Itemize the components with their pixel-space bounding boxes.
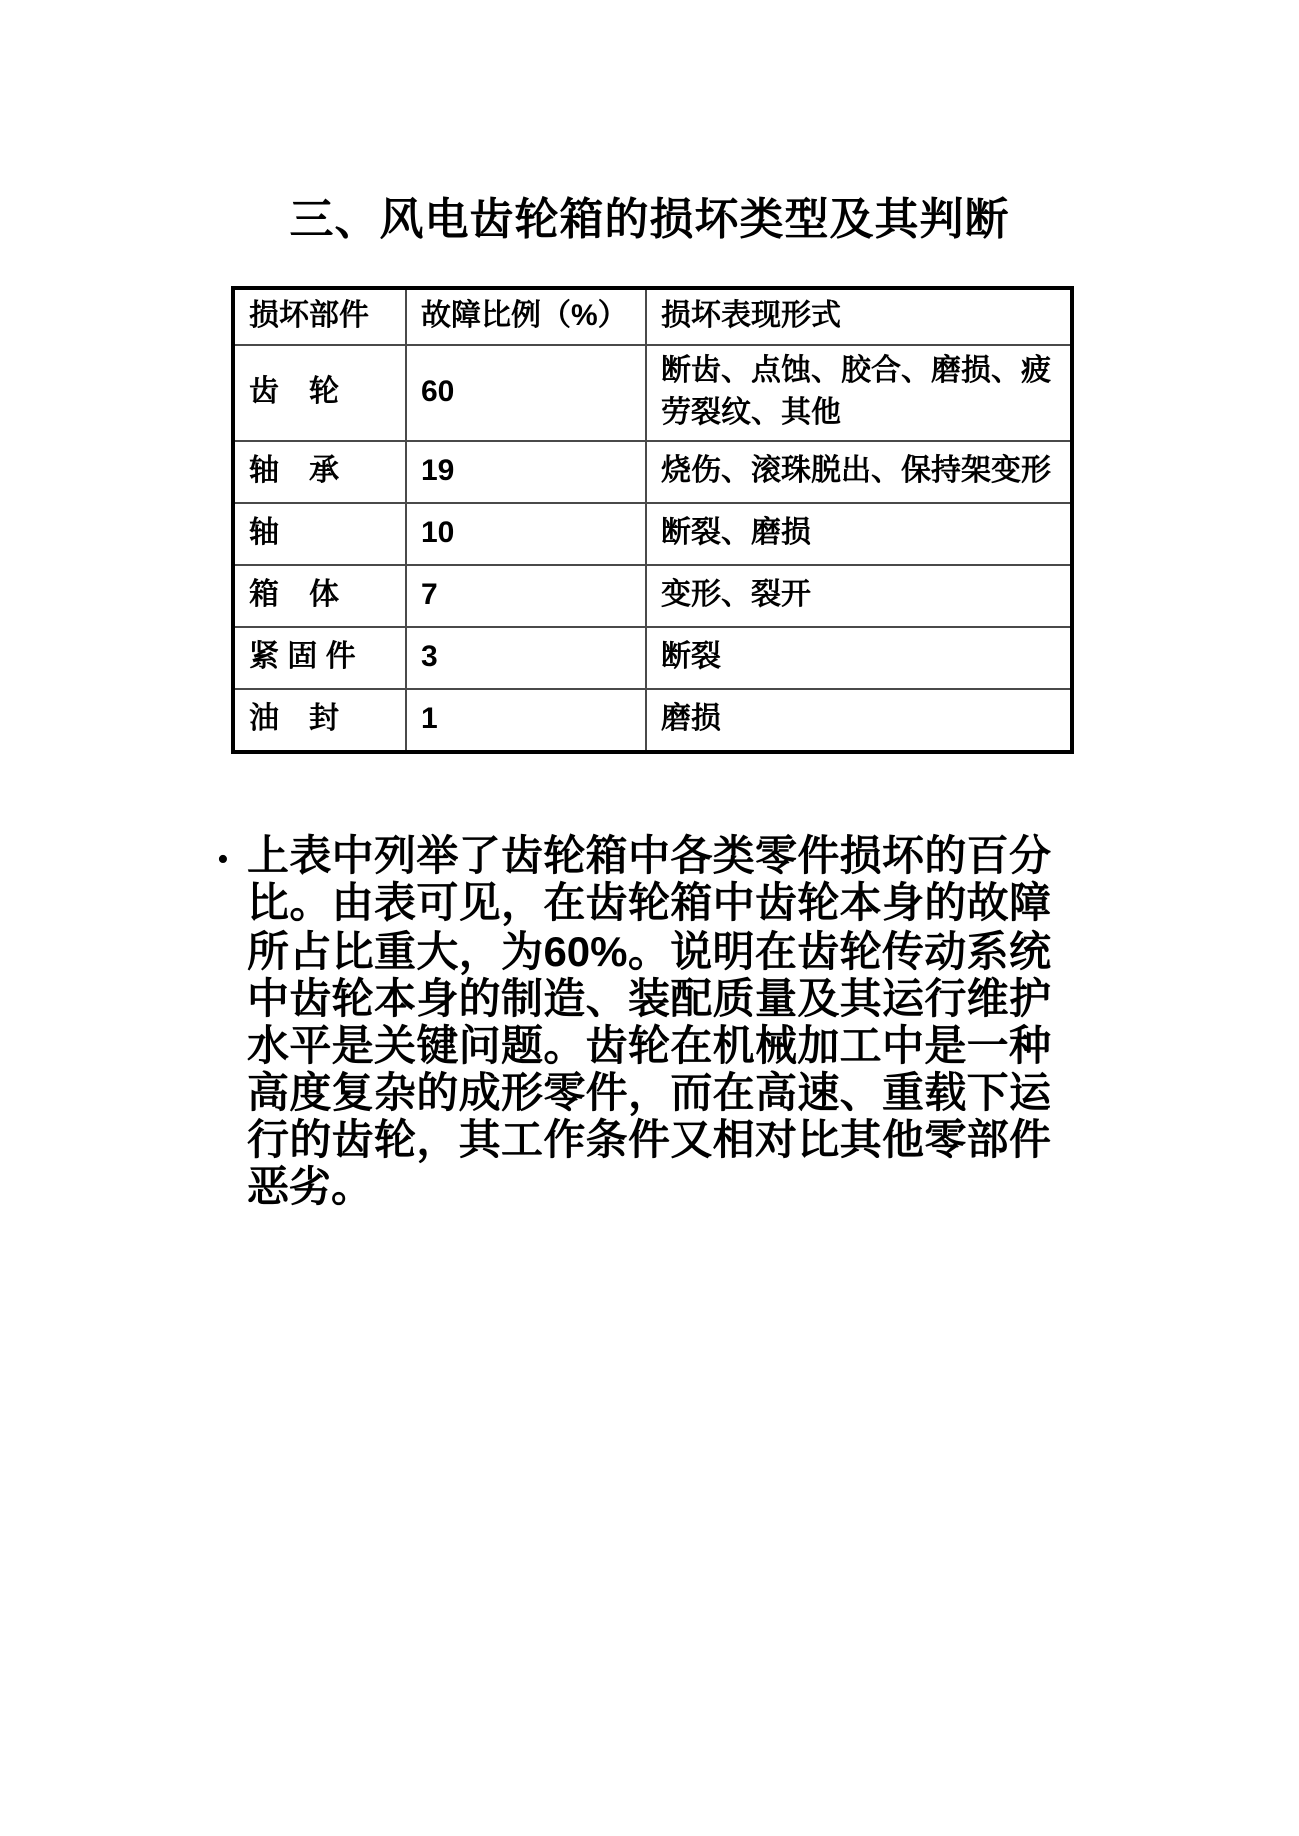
table-row xyxy=(233,441,1072,503)
header-cell-failure-ratio: 故障比例（%） xyxy=(406,288,646,345)
table-row xyxy=(233,689,1072,752)
table-row xyxy=(233,345,1072,441)
forms-cell: 磨损 xyxy=(646,689,1072,752)
percent-cell: 10 xyxy=(406,503,646,565)
page-title: 三、风电齿轮箱的损坏类型及其判断 xyxy=(289,195,1010,244)
forms-cell: 变形、裂开 xyxy=(646,565,1072,627)
bullet-paragraph xyxy=(217,834,1051,1212)
percent-cell: 3 xyxy=(406,627,646,689)
percent-cell: 1 xyxy=(406,689,646,752)
percent-cell: 7 xyxy=(406,565,646,627)
forms-cell: 断裂、磨损 xyxy=(646,503,1072,565)
forms-cell: 断齿、点蚀、胶合、磨损、疲劳裂纹、其他 xyxy=(646,345,1072,441)
part-cell: 箱 体 xyxy=(233,565,406,627)
forms-cell: 断裂 xyxy=(646,627,1072,689)
paragraph-text-after: 。说明在齿轮传动系统中齿轮本身的制造、装配质量及其运行维护水平是关键问题。齿轮在机械加工中是一种高度复杂的成形零件，而在高速、重载下运行的齿轮，其工作条件又相对比其他零部件恶劣。 xyxy=(247,930,1051,1211)
table-header-row xyxy=(233,288,1072,345)
table-row xyxy=(233,565,1072,627)
paragraph-text-before: 上表中列举了齿轮箱中各类零件损坏的百分比。由表可见，在齿轮箱中齿轮本身的故障所占比重大，为 xyxy=(247,834,1051,976)
percent-cell: 60 xyxy=(406,345,646,441)
table-row xyxy=(233,503,1072,565)
forms-cell: 烧伤、滚珠脱出、保持架变形 xyxy=(646,441,1072,503)
table-row xyxy=(233,627,1072,689)
paragraph-bold-value: 60% xyxy=(543,928,628,975)
part-cell: 油 封 xyxy=(233,689,406,752)
percent-cell: 19 xyxy=(406,441,646,503)
damage-table xyxy=(231,286,1074,754)
part-cell: 轴 xyxy=(233,503,406,565)
part-cell: 轴 承 xyxy=(233,441,406,503)
part-cell: 紧 固 件 xyxy=(233,627,406,689)
part-cell: 齿 轮 xyxy=(233,345,406,441)
header-cell-damaged-part: 损坏部件 xyxy=(233,288,406,345)
header-cell-damage-forms: 损坏表现形式 xyxy=(646,288,1072,345)
bullet-marker: • xyxy=(217,841,229,878)
